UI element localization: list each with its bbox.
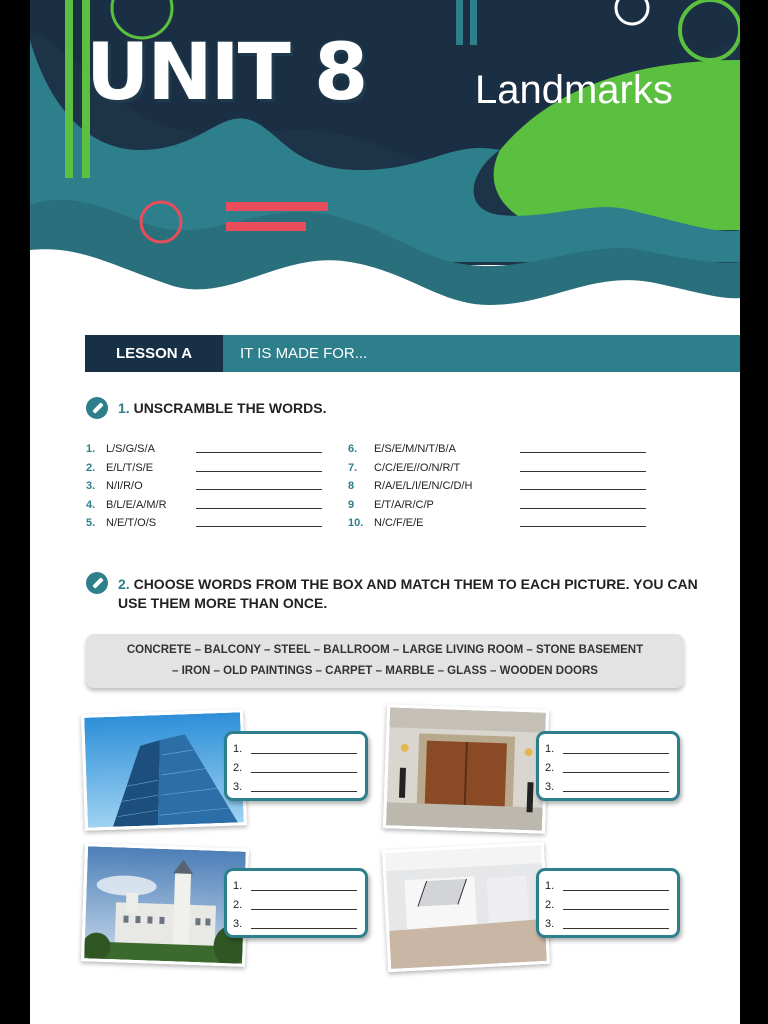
- word-list-left: [86, 440, 336, 533]
- unit-title: UNIT 8: [86, 28, 367, 118]
- answer-box: 1. 2. 3.: [224, 868, 368, 938]
- exercise2-heading: [86, 572, 698, 613]
- answer-blank[interactable]: [196, 526, 322, 527]
- word-item: 5. N/E/T/O/S: [86, 514, 336, 533]
- lesson-title: IT IS MADE FOR...: [240, 345, 368, 362]
- word-item: 2. E/L/T/S/E: [86, 459, 336, 478]
- word-item: 8 R/A/E/L/I/E/N/C/D/H: [348, 477, 648, 496]
- answer-line[interactable]: [251, 909, 357, 910]
- answer-line[interactable]: [563, 791, 669, 792]
- worksheet-page: [30, 0, 740, 1024]
- answer-blank[interactable]: [196, 508, 322, 509]
- lesson-tab: LESSON A: [85, 335, 223, 372]
- answer-blank[interactable]: [196, 489, 322, 490]
- answer-line[interactable]: [251, 753, 357, 754]
- exercise1-number: 1.: [118, 400, 130, 416]
- answer-blank[interactable]: [520, 508, 646, 509]
- answer-blank[interactable]: [520, 489, 646, 490]
- picture-skyscraper: [81, 709, 247, 831]
- word-item: 6. E/S/E/M/N/T/B/A: [348, 440, 648, 459]
- word-item: 10. N/C/F/E/E: [348, 514, 648, 533]
- lesson-bar: [85, 335, 740, 372]
- pencil-icon: [86, 397, 108, 419]
- word-box-line2: – IRON – OLD PAINTINGS – CARPET – MARBLE – GLASS – WOODEN DOORS: [172, 665, 598, 677]
- word-item: 3. N/I/R/O: [86, 477, 336, 496]
- answer-line[interactable]: [563, 890, 669, 891]
- pencil-icon: [86, 572, 108, 594]
- word-box-line1: CONCRETE – BALCONY – STEEL – BALLROOM – LARGE LIVING ROOM – STONE BASEMENT: [126, 644, 644, 656]
- exercise1-instruction: UNSCRAMBLE THE WORDS.: [133, 400, 327, 416]
- answer-line[interactable]: [251, 890, 357, 891]
- answer-blank[interactable]: [520, 526, 646, 527]
- word-item: 4. B/L/E/A/M/R: [86, 496, 336, 515]
- word-item: 7. C/C/E/E//O/N/R/T: [348, 459, 648, 478]
- exercise2-instruction-line2: USE THEM MORE THAN ONCE.: [118, 595, 328, 611]
- answer-line[interactable]: [251, 928, 357, 929]
- picture-basement: [382, 842, 550, 972]
- exercise1-heading: [86, 397, 326, 419]
- answer-blank[interactable]: [196, 471, 322, 472]
- answer-box: 1. 2. 3.: [536, 868, 680, 938]
- answer-box: 1. 2. 3.: [224, 731, 368, 801]
- word-box: [86, 634, 684, 688]
- answer-line[interactable]: [563, 928, 669, 929]
- answer-line[interactable]: [251, 791, 357, 792]
- answer-line[interactable]: [563, 753, 669, 754]
- unit-topic: Landmarks: [475, 68, 673, 112]
- answer-line[interactable]: [251, 772, 357, 773]
- exercise2-instruction-line1: CHOOSE WORDS FROM THE BOX AND MATCH THEM TO EACH PICTURE. YOU CAN: [133, 576, 698, 592]
- word-list-right: [348, 440, 648, 533]
- answer-blank[interactable]: [520, 452, 646, 453]
- answer-blank[interactable]: [520, 471, 646, 472]
- answer-blank[interactable]: [196, 452, 322, 453]
- word-item: 1. L/S/G/S/A: [86, 440, 336, 459]
- word-item: 9 E/T/A/R/C/P: [348, 496, 648, 515]
- answer-line[interactable]: [563, 909, 669, 910]
- answer-line[interactable]: [563, 772, 669, 773]
- answer-box: 1. 2. 3.: [536, 731, 680, 801]
- exercise2-number: 2.: [118, 576, 130, 592]
- picture-wooden-doors: [383, 704, 549, 834]
